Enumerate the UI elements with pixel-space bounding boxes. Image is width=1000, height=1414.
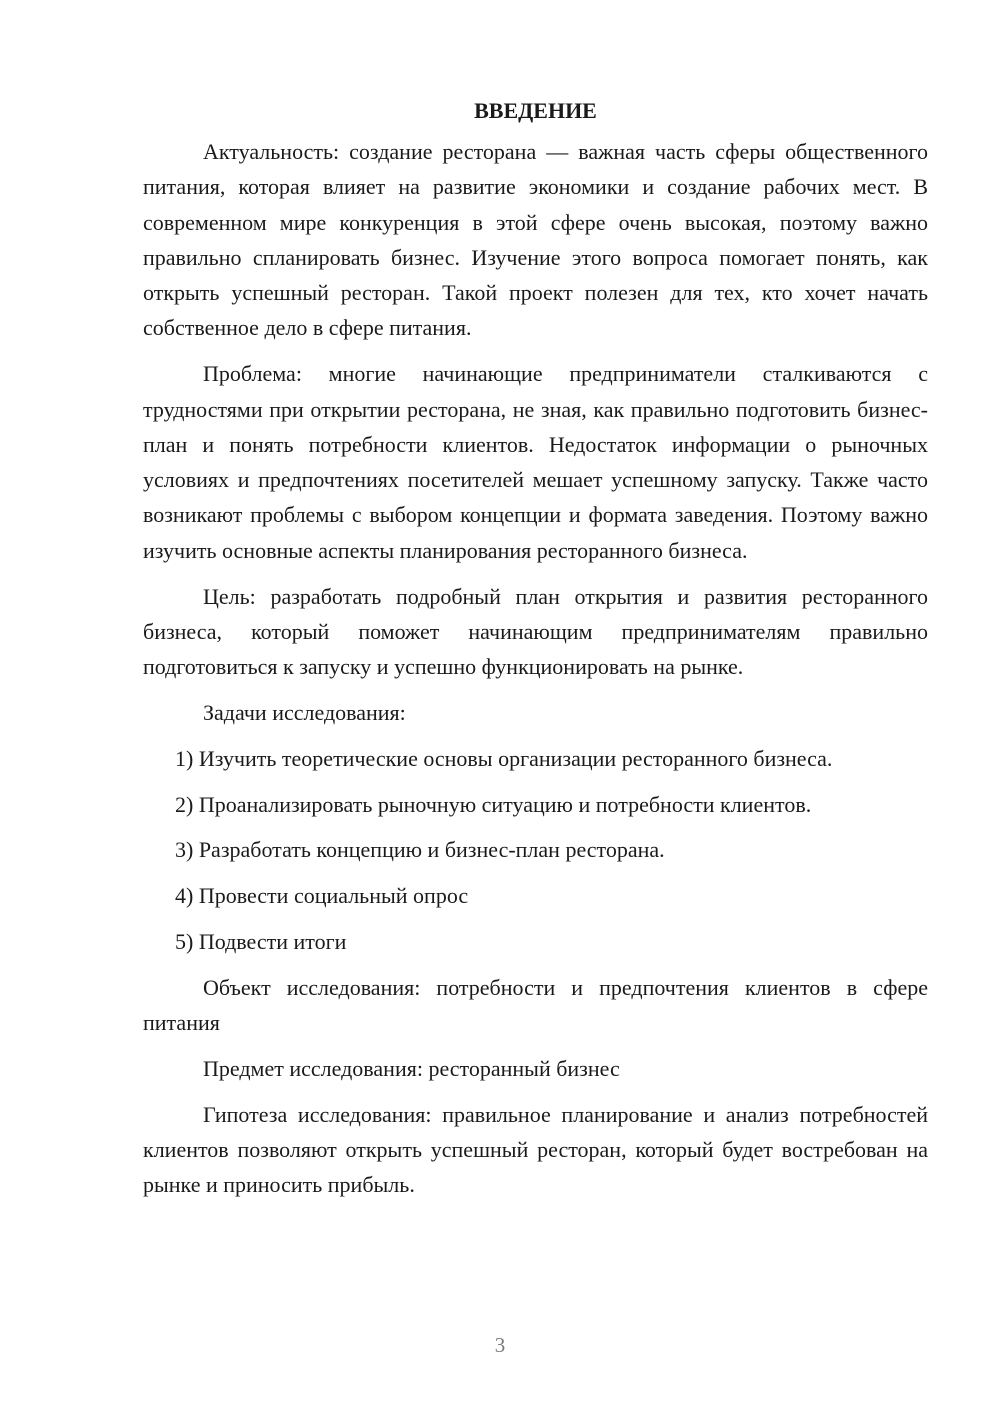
tasks-heading: Задачи исследования:	[203, 699, 406, 725]
list-item: 4) Провести социальный опрос	[175, 883, 469, 909]
page-number: 3	[494, 1333, 506, 1357]
list-item: 1) Изучить теоретические основы организации ресторанного бизнеса.	[175, 745, 833, 771]
goal-paragraph: Цель: разработать подробный план открытия и развития ресторанного бизнеса, который поможет начинающим предпринимателям правильно подготовиться к запуску и успешно функционировать на рынке.	[143, 583, 928, 680]
tasks-list	[143, 741, 928, 959]
list-item: 2) Проанализировать рыночную ситуацию и потребности клиентов.	[175, 791, 812, 817]
problem-paragraph: Проблема: многие начинающие предприниматели сталкиваются с трудностями при открытии ресторана, не зная, как правильно подготовить бизнес-план и понять потребности клиентов. Недостаток информации о рыночных условиях и предпочтениях посетителей мешает успешному запуску. Также часто возникают проблемы с выбором концепции и формата заведения. Поэтому важно изучить основные аспекты планирования ресторанного бизнеса.	[143, 361, 928, 563]
list-item: 5) Подвести итоги	[175, 928, 347, 954]
object-paragraph: Объект исследования: потребности и предпочтения клиентов в сфере питания	[143, 974, 928, 1036]
document-body	[143, 96, 928, 1213]
subject-paragraph: Предмет исследования: ресторанный бизнес	[203, 1055, 620, 1081]
relevance-paragraph: Актуальность: создание ресторана — важная часть сферы общественного питания, которая влияет на развитие экономики и создание рабочих мест. В современном мире конкуренция в этой сфере очень высокая, поэтому важно правильно спланировать бизнес. Изучение этого вопроса помогает понять, как открыть успешный ресторан. Такой проект полезен для тех, кто хочет начать собственное дело в сфере питания.	[143, 139, 928, 341]
page-title: ВВЕДЕНИЕ	[474, 98, 597, 123]
list-item: 3) Разработать концепцию и бизнес-план ресторана.	[175, 837, 665, 863]
hypothesis-paragraph: Гипотеза исследования: правильное планирование и анализ потребностей клиентов позволяют открыть успешный ресторан, который будет востребован на рынке и приносить прибыль.	[143, 1101, 928, 1198]
